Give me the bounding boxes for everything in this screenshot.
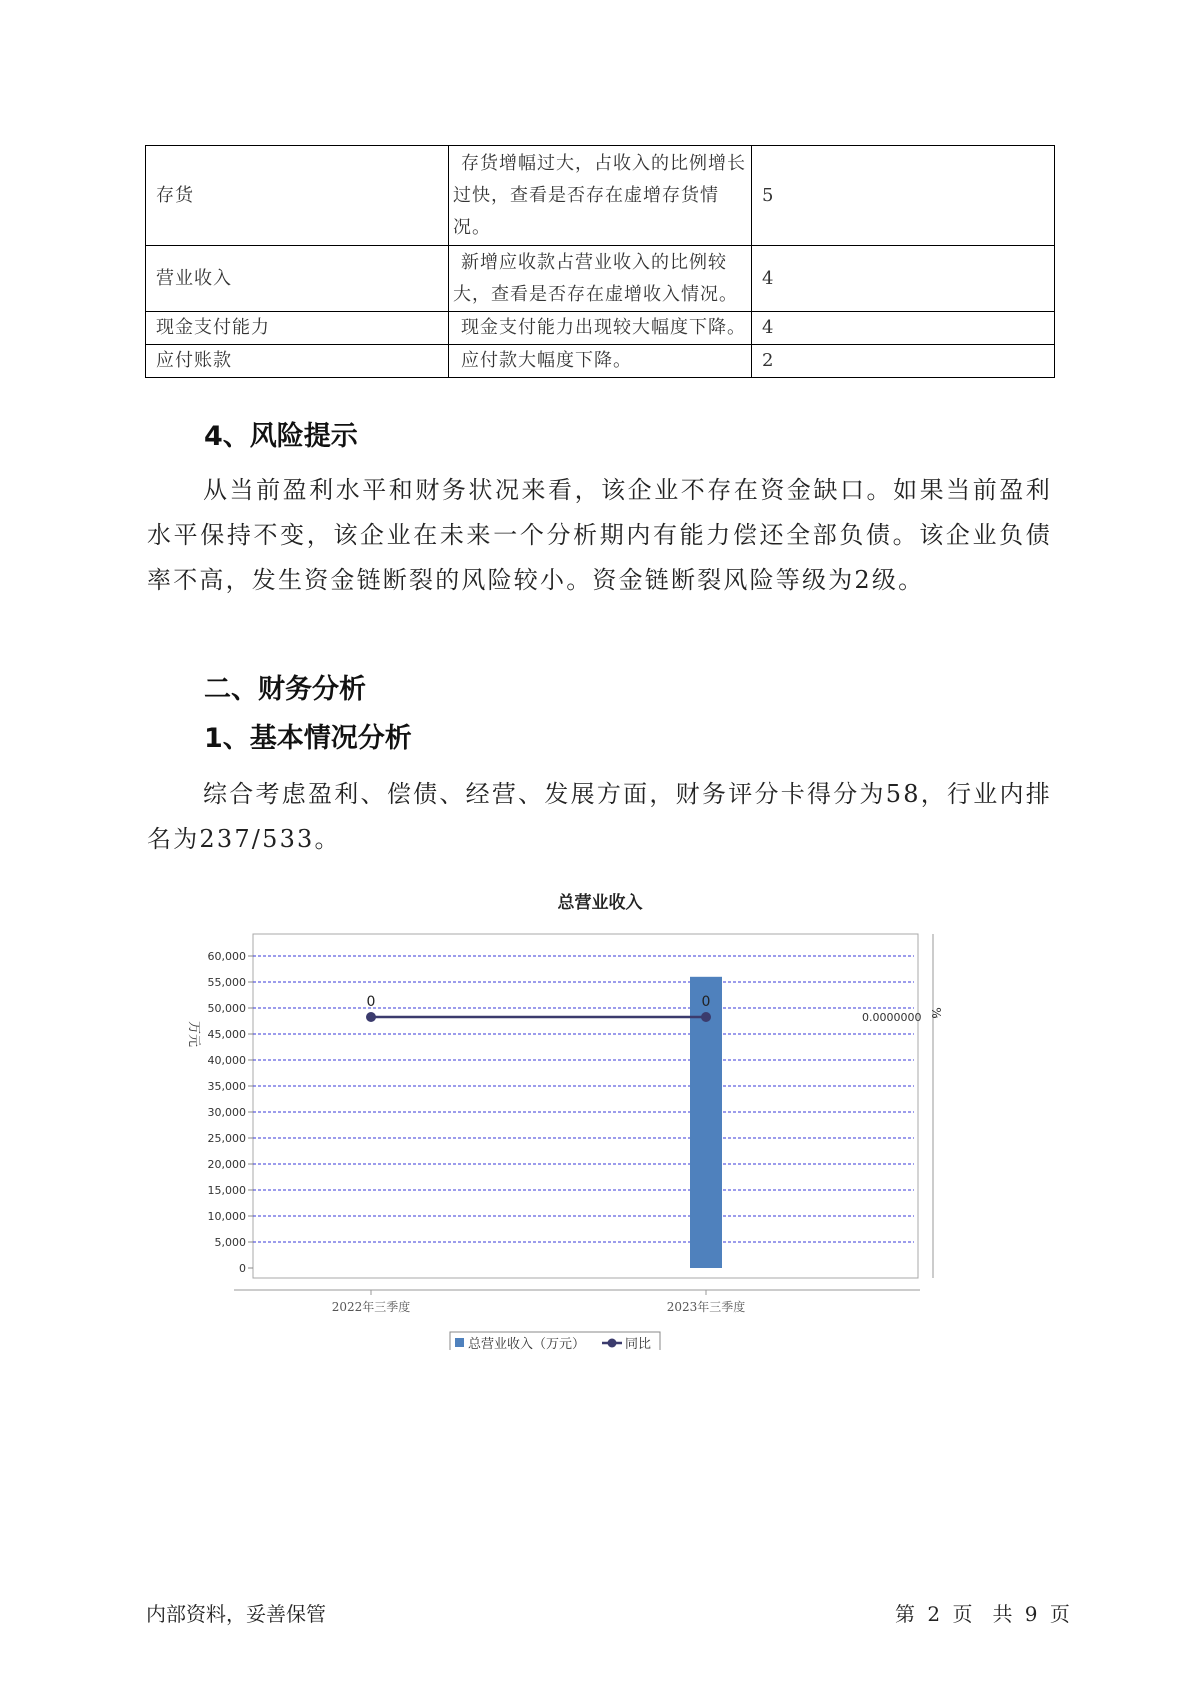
risk-score: 5 — [752, 146, 1055, 246]
yoy-point — [701, 1012, 711, 1022]
table-row — [146, 146, 1055, 246]
finance-paragraph: 综合考虑盈利、偿债、经营、发展方面，财务评分卡得分为58，行业内排名为237/533。 — [147, 780, 1052, 853]
y-tick-label: 10,000 — [207, 1210, 246, 1223]
y-tick-label: 55,000 — [207, 976, 246, 989]
yoy-point — [366, 1012, 376, 1022]
risk-description: 现金支付能力出现较大幅度下降。 — [449, 312, 752, 345]
y2-tick-label: 0.0000000 — [862, 1011, 922, 1024]
yoy-data-label: 0 — [701, 994, 711, 1010]
plot-frame — [253, 934, 918, 1278]
basic-analysis-heading: 1、基本情况分析 — [204, 723, 412, 754]
legend-label-yoy: 同比 — [625, 1337, 652, 1350]
risk-item: 营业收入 — [146, 246, 449, 312]
risk-score: 2 — [752, 345, 1055, 378]
risk-score: 4 — [752, 246, 1055, 312]
y-tick-label: 45,000 — [207, 1028, 246, 1041]
legend-label-revenue: 总营业收入（万元） — [468, 1337, 586, 1350]
risk-description: 应付款大幅度下降。 — [449, 345, 752, 378]
risk-table — [145, 145, 1055, 378]
y-tick-label: 40,000 — [207, 1054, 246, 1067]
x-tick-label: 2022年三季度 — [331, 1300, 411, 1314]
legend-swatch-revenue — [455, 1338, 464, 1347]
risk-description: 存货增幅过大，占收入的比例增长过快，查看是否存在虚增存货情况。 — [449, 146, 752, 246]
risk-item: 存货 — [146, 146, 449, 246]
footer-confidential-note: 内部资料，妥善保管 — [146, 1602, 326, 1626]
y-tick-label: 50,000 — [207, 1002, 246, 1015]
y-tick-label: 30,000 — [207, 1106, 246, 1119]
risk-item: 现金支付能力 — [146, 312, 449, 345]
y-tick-label: 25,000 — [207, 1132, 246, 1145]
risk-paragraph: 从当前盈利水平和财务状况来看，该企业不存在资金缺口。如果当前盈利水平保持不变，该企业在未来一个分析期内有能力偿还全部负债。该企业负债率不高，发生资金链断裂的风险较小。资金链断裂风险等级为2级。 — [147, 476, 1052, 594]
y-tick-label: 15,000 — [207, 1184, 246, 1197]
table-row — [146, 312, 1055, 345]
y2-axis-label: % — [929, 1007, 943, 1019]
risk-description: 新增应收款占营业收入的比例较大，查看是否存在虚增收入情况。 — [449, 246, 752, 312]
finance-heading: 二、财务分析 — [204, 674, 366, 705]
footer-page-number: 第 2 页 共 9 页 — [895, 1602, 1070, 1626]
chart-title: 总营业收入 — [557, 893, 643, 913]
y-tick-label: 0 — [239, 1262, 246, 1275]
yoy-data-label: 0 — [366, 994, 376, 1010]
y-tick-label: 60,000 — [207, 950, 246, 963]
risk-score: 4 — [752, 312, 1055, 345]
risk-item: 应付账款 — [146, 345, 449, 378]
y-tick-label: 20,000 — [207, 1158, 246, 1171]
legend-swatch-yoy-point — [608, 1339, 617, 1348]
risk-heading: 4、风险提示 — [204, 421, 358, 452]
y-tick-label: 35,000 — [207, 1080, 246, 1093]
table-row — [146, 345, 1055, 378]
y-axis-label: 万元 — [186, 1020, 201, 1048]
x-tick-label: 2023年三季度 — [666, 1300, 746, 1314]
y-tick-label: 5,000 — [214, 1236, 246, 1249]
revenue-chart — [150, 880, 1050, 1350]
table-row — [146, 246, 1055, 312]
